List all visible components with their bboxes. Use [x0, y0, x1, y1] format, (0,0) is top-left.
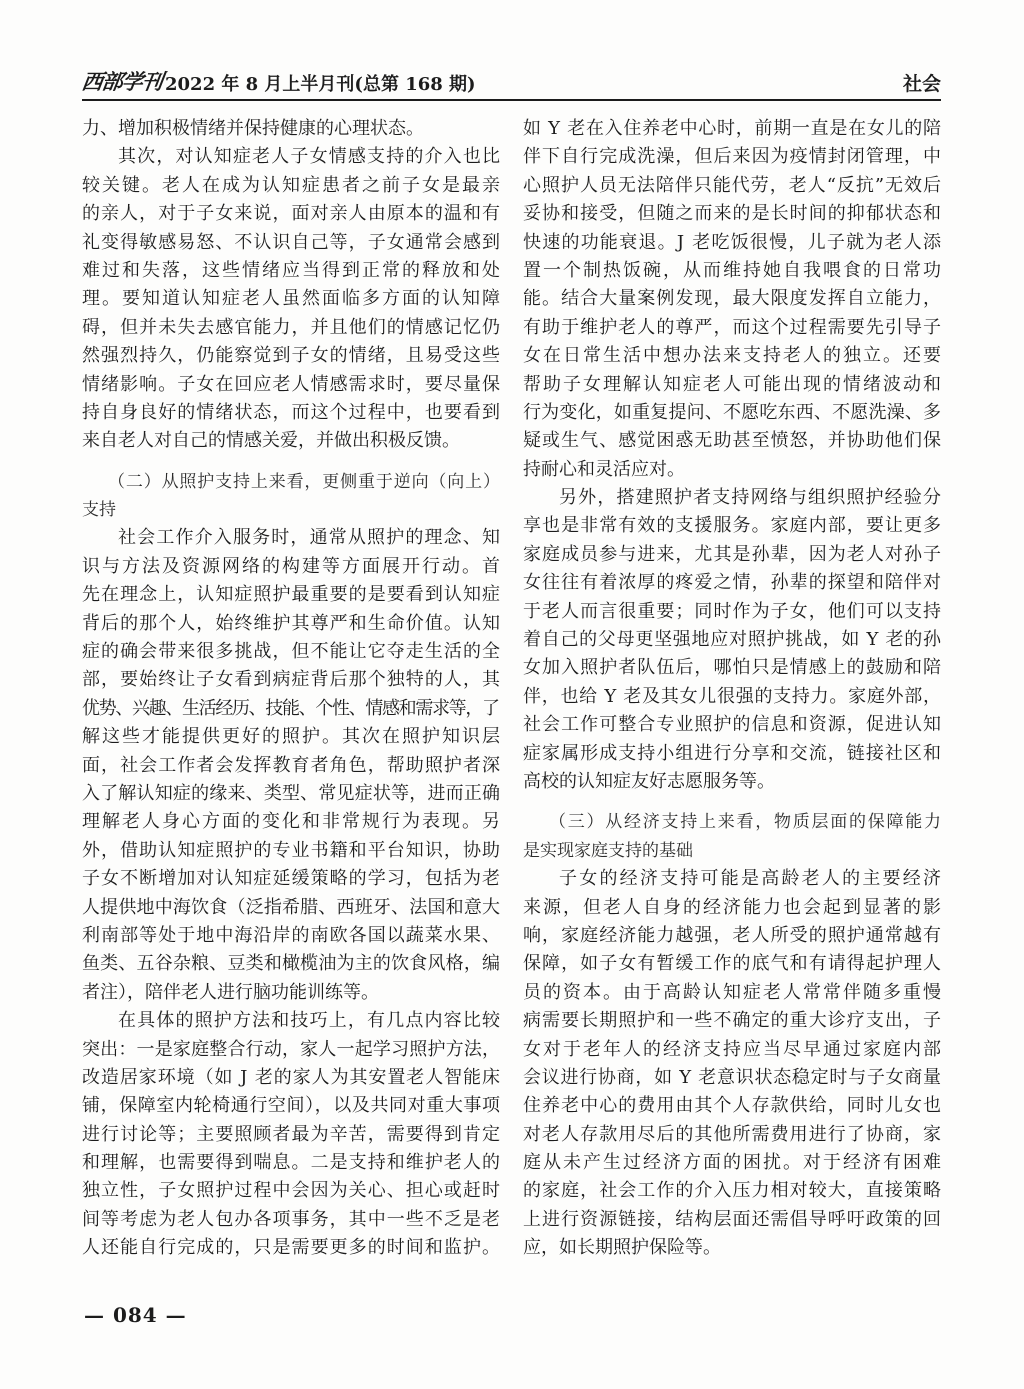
line-text: 在具体的照护方法和技巧上，有几点内容比较 — [118, 1010, 502, 1032]
line-text: 识与方法及资源网络的构建等方面展开行动。首 — [82, 555, 502, 577]
line-text: 礼变得敏感易怒、不认识自己等，子女通常会感到 — [82, 231, 502, 253]
line-text: 来源，但老人自身的经济能力也会起到显著的影 — [523, 896, 943, 918]
line-text: 优势、兴趣、生活经历、技能、个性、情感和需求等，了 — [82, 697, 499, 719]
text-line — [523, 950, 941, 978]
line-text: 铺，保障室内轮椅通行空间），以及共同对重大事项 — [82, 1095, 501, 1117]
right-column — [523, 115, 944, 1263]
left-column — [82, 115, 500, 1263]
text-line — [523, 1206, 941, 1234]
text-line — [523, 569, 941, 597]
text-line — [523, 626, 941, 654]
line-text: 独立性，子女照护过程中会因为关心、担心或赶时 — [82, 1180, 502, 1202]
text-line — [82, 172, 500, 200]
text-line — [523, 865, 944, 893]
line-text: 员的资本。由于高龄认知症老人常常伴随多重慢 — [523, 981, 943, 1003]
line-text: 另外，搭建照护者支持网络与组织照护经验分 — [559, 487, 943, 509]
text-line — [82, 496, 500, 524]
line-text: 和理解，也需要得到喘息。二是支持和维护老人的 — [82, 1152, 502, 1174]
text-line — [82, 1064, 500, 1092]
line-text: 病需要长期照护和一些不确定的重大诊疗支出，子 — [523, 1010, 943, 1032]
line-text: （三）从经济支持上来看，物质层面的保障能力 — [549, 812, 943, 833]
text-line — [523, 1036, 941, 1064]
text-line — [523, 598, 941, 626]
line-text: 家庭成员参与进来，尤其是孙辈，因为老人对孙子 — [523, 543, 943, 565]
text-line — [82, 894, 500, 922]
text-line — [82, 1149, 500, 1177]
line-text: 面，社会工作者会发挥教育者角色，帮助照护者深 — [82, 754, 502, 776]
line-text: 改造居家环境（如 J 老的家人为其安置老人智能床 — [82, 1066, 501, 1088]
line-text: 疑或生气、感觉困惑无助甚至愤怒，并协助他们保 — [523, 430, 943, 452]
line-text: 持自身良好的情绪状态，而这个过程中，也要看到 — [82, 401, 502, 423]
line-text: 庭从未产生过经济方面的困扰。对于经济有困难 — [523, 1152, 943, 1174]
text-line — [523, 1234, 941, 1262]
line-text: 女在日常生活中想办法来支持老人的独立。还要 — [523, 345, 943, 367]
line-text: 人提供地中海饮食（泛指希腊、西班牙、法国和意大 — [82, 896, 501, 918]
text-line — [523, 484, 941, 512]
line-text: 心照护人员无法陪伴只能代劳，老人“反抗”无效后 — [523, 174, 942, 196]
text-line — [82, 229, 500, 257]
text-line — [523, 740, 941, 768]
line-text: 情绪影响。子女在回应老人情感需求时，要尽量保 — [82, 373, 502, 395]
line-text: 部，要始终让子女看到病症背后那个独特的人，其 — [82, 669, 502, 691]
text-line — [82, 865, 500, 893]
text-line — [523, 711, 941, 739]
text-line — [523, 257, 941, 285]
line-text: 住养老中心的费用由其个人存款供给，同时儿女也 — [523, 1095, 943, 1117]
text-line — [82, 1177, 500, 1205]
line-text: 鱼类、五谷杂粮、豆类和橄榄油为主的饮食风格，编 — [82, 953, 501, 975]
text-line — [82, 371, 500, 399]
text-line — [82, 427, 500, 455]
text-line — [523, 512, 941, 540]
text-line — [82, 950, 500, 978]
text-line — [523, 143, 941, 171]
paragraph — [523, 865, 944, 1262]
line-text: 利南部等处于地中海沿岸的南欧各国以蔬菜水果、 — [82, 924, 502, 946]
line-text: 着自己的父母更坚强地应对照护挑战，如 Y 老的孙 — [523, 629, 942, 651]
text-line — [523, 1092, 941, 1120]
line-text: 高校的认知症友好志愿服务等。 — [523, 770, 775, 792]
text-line — [523, 979, 941, 1007]
text-line — [82, 1121, 500, 1149]
line-text: 女加入照护者队伍后，哪怕只是情感上的鼓励和陪 — [523, 657, 943, 679]
text-line — [82, 1234, 500, 1262]
line-text: 女往往有着浓厚的疼爱之情，孙辈的探望和陪伴对 — [523, 572, 943, 594]
text-line — [82, 1007, 500, 1035]
text-line — [82, 922, 500, 950]
line-text: 帮助子女理解认知症老人可能出现的情绪波动和 — [523, 373, 943, 395]
text-line — [82, 752, 500, 780]
text-line — [82, 610, 500, 638]
text-line — [523, 1121, 941, 1149]
line-text: 保障，如子女有暂缓工作的底气和有请得起护理人 — [523, 953, 943, 975]
text-line — [82, 638, 500, 666]
issue-label: 2022 年 8 月上半月刊(总第 168 期) — [165, 74, 476, 95]
line-text: 子女不断增加对认知症延缓策略的学习，包括为老 — [82, 868, 502, 890]
line-text: 解这些才能提供更好的照护。其次在照护知识层 — [82, 726, 502, 748]
line-text: 理解老人身心方面的变化和非常规行为表现。另 — [82, 811, 502, 833]
line-text: 入了解认知症的缘来、类型、常见症状等，进而正确 — [82, 782, 501, 804]
text-line — [82, 1092, 500, 1120]
header-journal-info — [82, 66, 476, 99]
line-text: 间等考虑为老人包办各项事务，其中一些不乏是老 — [82, 1208, 502, 1230]
text-line — [82, 257, 500, 285]
line-text: 症的确会带来很多挑战，但不能让它夺走生活的全 — [82, 641, 502, 663]
line-text: 症家属形成支持小组进行分享和交流，链接社区和 — [523, 742, 943, 764]
line-text: 力、增加积极情绪并保持健康的心理状态。 — [82, 118, 424, 139]
line-text: （二）从照护支持上来看，更侧重于逆向（向上） — [108, 471, 501, 492]
line-text: 碍，但并未失去感官能力，并且他们的情感记忆仍 — [82, 316, 502, 338]
text-line — [82, 553, 500, 581]
line-text: 背后的那个人，始终维护其尊严和生命价值。认知 — [82, 612, 502, 634]
line-text: 先在理念上，认知症照护最重要的是要看到认知症 — [82, 584, 502, 606]
line-text: 响，家庭经济能力越强，老人所受的照护通常越有 — [523, 924, 943, 946]
line-text: 快速的功能衰退。J 老吃饭很慢，儿子就为老人添 — [523, 231, 943, 253]
line-text: 人还能自行完成的，只是需要更多的时间和监护。 — [82, 1237, 502, 1259]
text-line — [523, 285, 941, 313]
paragraph — [523, 115, 941, 484]
line-text: 行为变化，如重复提问、不愿吃东西、不愿洗澡、多 — [523, 401, 942, 423]
text-line — [523, 200, 941, 228]
paragraph — [523, 484, 941, 796]
running-header — [82, 70, 941, 101]
section-subheading — [82, 468, 500, 525]
line-text: 妥协和接受，但随之而来的是长时间的抑郁状态和 — [523, 203, 943, 225]
line-text: 来自老人对自己的情感关爱，并做出积极反馈。 — [82, 430, 460, 452]
line-text: 的亲人，对于子女来说，面对亲人由原本的温和有 — [82, 203, 502, 225]
line-text: 有助于维护老人的尊严，而这个过程需要先引导子 — [523, 316, 943, 338]
text-line — [523, 229, 941, 257]
section-label: 社会 — [902, 73, 941, 95]
line-text: 理。要知道认知症老人虽然面临多方面的认知障 — [82, 288, 502, 310]
line-text: 如 Y 老在入住养老中心时，前期一直是在女儿的陪 — [523, 118, 942, 139]
text-line — [523, 1007, 941, 1035]
text-line — [523, 371, 941, 399]
text-line — [82, 666, 500, 694]
line-text: 难过和失落，这些情绪应当得到正常的释放和处 — [82, 259, 502, 281]
text-line — [82, 524, 500, 552]
text-line — [82, 115, 500, 143]
text-line — [523, 922, 941, 950]
text-line — [523, 456, 941, 484]
line-text: 者注），陪伴老人进行脑功能训练等。 — [82, 981, 379, 1003]
text-line — [82, 808, 500, 836]
line-text: 是实现家庭支持的基础 — [523, 840, 693, 861]
section-subheading — [523, 808, 941, 865]
line-text: 突出：一是家庭整合行动，家人一起学习照护方法， — [82, 1038, 501, 1060]
text-line — [523, 894, 941, 922]
text-line — [82, 200, 500, 228]
page-number: — 084 — — [84, 1303, 187, 1327]
journal-logo: 西部学刊 — [80, 69, 164, 94]
line-text: 能。结合大量案例发现，最大限度发挥自立能力， — [523, 288, 943, 310]
text-line — [523, 115, 941, 143]
text-line — [523, 172, 941, 200]
text-line — [523, 1177, 941, 1205]
line-text: 进行讨论等；主要照顾者最为辛苦，需要得到肯定 — [82, 1123, 502, 1145]
text-line — [523, 1149, 941, 1177]
paragraph — [82, 143, 500, 455]
line-text: 持耐心和灵活应对。 — [523, 458, 685, 480]
text-line — [523, 837, 941, 865]
line-text: 会议进行协商，如 Y 老意识状态稳定时与子女商量 — [523, 1066, 942, 1088]
line-text: 置一个制热饭碗，从而维持她自我喂食的日常功 — [523, 259, 943, 281]
line-text: 的家庭，社会工作的介入压力相对较大，直接策略 — [523, 1180, 943, 1202]
text-line — [82, 143, 500, 171]
line-text: 应，如长期照护保险等。 — [523, 1237, 721, 1259]
text-line — [82, 695, 500, 723]
line-text: 于老人而言很重要；同时作为子女，他们可以支持 — [523, 600, 943, 622]
line-text: 社会工作介入服务时，通常从照护的理念、知 — [118, 527, 502, 549]
text-line — [82, 468, 500, 496]
text-line — [523, 541, 941, 569]
text-line — [82, 1036, 500, 1064]
line-text: 其次，对认知症老人子女情感支持的介入也比 — [118, 146, 502, 168]
line-text: 伴下自行完成洗澡，但后来因为疫情封闭管理，中 — [523, 146, 943, 168]
line-text: 然强烈持久，仍能察觉到子女的情绪，且易受这些 — [82, 345, 502, 367]
line-text: 子女的经济支持可能是高龄老人的主要经济 — [559, 868, 944, 890]
text-line — [523, 654, 941, 682]
text-line — [82, 285, 500, 313]
paragraph — [82, 115, 500, 143]
text-line — [523, 399, 941, 427]
text-line — [523, 314, 941, 342]
line-text: 女对于老年人的经济支持应当尽早通过家庭内部 — [523, 1038, 943, 1060]
text-line — [82, 314, 500, 342]
line-text: 对老人存款用尽后的其他所需费用进行了协商，家 — [523, 1123, 943, 1145]
paragraph — [82, 1007, 500, 1263]
line-text: 外，借助认知症照护的专业书籍和平台知识，协助 — [82, 839, 502, 861]
text-line — [82, 979, 500, 1007]
text-line — [523, 683, 941, 711]
text-line — [82, 780, 500, 808]
line-text: 社会工作可整合专业照护的信息和资源，促进认知 — [523, 714, 943, 736]
text-line — [523, 808, 941, 836]
line-text: 伴，也给 Y 老及其女儿很强的支持力。家庭外部， — [523, 685, 942, 707]
text-line — [523, 1064, 941, 1092]
text-line — [82, 399, 500, 427]
line-text: 上进行资源链接，结构层面还需倡导呼吁政策的回 — [523, 1208, 943, 1230]
line-text: 享也是非常有效的支援服务。家庭内部，要让更多 — [523, 515, 943, 537]
text-line — [82, 581, 500, 609]
line-text: 较关键。老人在成为认知症患者之前子女是最亲 — [82, 174, 502, 196]
line-text: 支持 — [82, 500, 116, 521]
text-line — [523, 768, 941, 796]
text-line — [82, 723, 500, 751]
text-line — [523, 427, 941, 455]
text-line — [82, 837, 500, 865]
text-line — [82, 342, 500, 370]
paragraph — [82, 524, 500, 1007]
text-line — [82, 1206, 500, 1234]
text-line — [523, 342, 941, 370]
